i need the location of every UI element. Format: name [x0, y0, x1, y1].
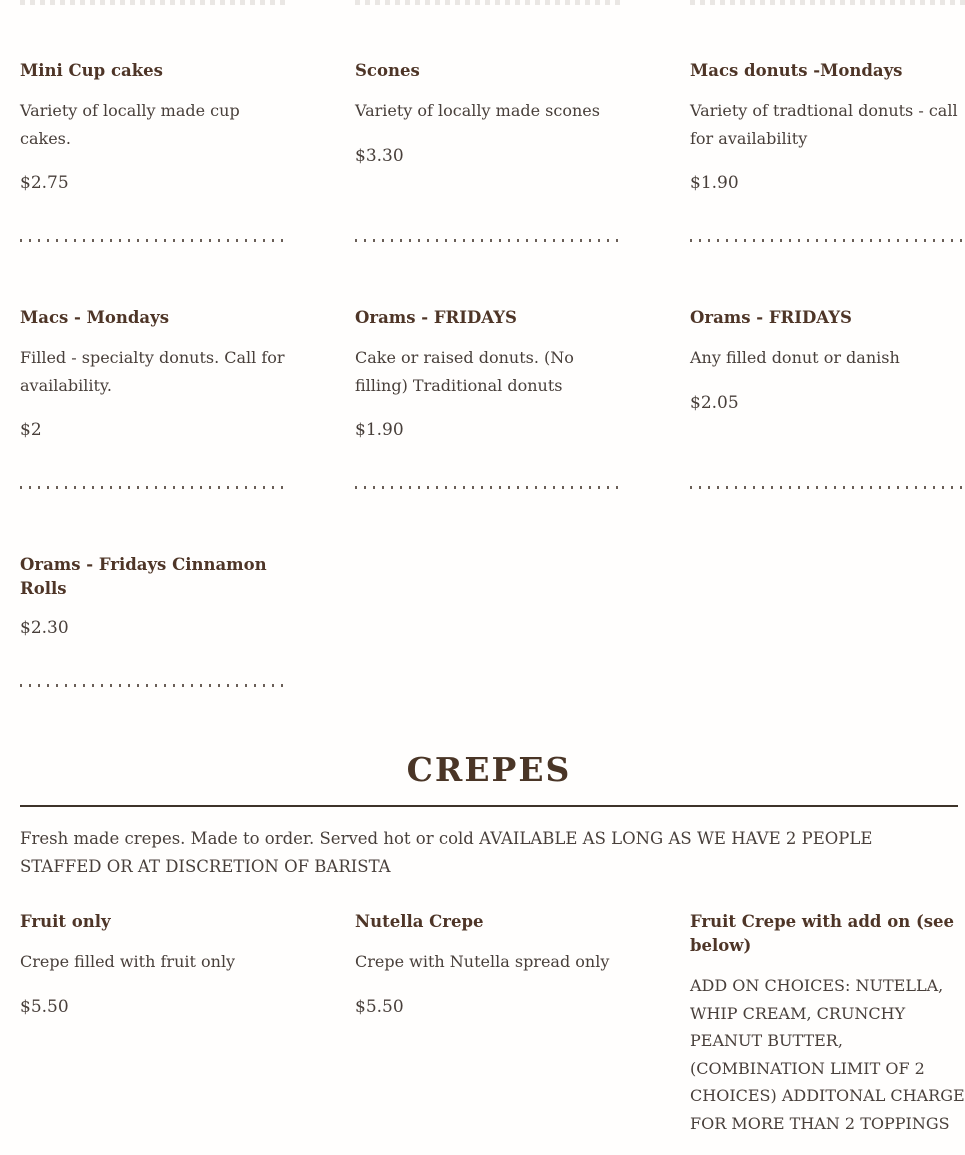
menu-item-price: $1.90 — [355, 420, 404, 440]
menu-item-price: $2.75 — [20, 173, 69, 193]
menu-item — [355, 59, 625, 242]
menu-item-title: Fruit only — [20, 912, 111, 931]
dotted-divider — [20, 0, 290, 5]
menu-item-title: Macs donuts -Mondays — [690, 61, 903, 80]
menu-item-price: $5.50 — [355, 996, 404, 1017]
menu-item-title: Mini Cup cakes — [20, 61, 163, 80]
menu-row — [20, 59, 965, 242]
dotted-divider — [355, 239, 625, 242]
menu-item-description: Variety of locally made cup cakes. — [20, 101, 240, 148]
menu-item-description: ADD ON CHOICES: NUTELLA, WHIP CREAM, CRUNCHY PEANUT BUTTER, (COMBINATION LIMIT OF 2 CHOICES) ADDITONAL CHARGE FOR MORE THAN 2 TOPPINGS — [690, 976, 965, 1133]
dotted-divider — [690, 486, 965, 489]
menu-item — [355, 910, 625, 1155]
crepes-section-header — [20, 747, 958, 793]
menu-item — [690, 910, 965, 1155]
menu-item-title: Macs - Mondays — [20, 308, 169, 327]
menu-item-title: Fruit Crepe with add on (see below) — [690, 912, 955, 955]
menu-item-description: Any filled donut or danish — [690, 348, 900, 367]
dotted-divider — [20, 486, 290, 489]
menu-item-description: Variety of tradtional donuts - call for availability — [690, 101, 958, 148]
menu-item-title: Orams - FRIDAYS — [690, 308, 852, 327]
menu-item — [20, 59, 290, 242]
menu-row — [20, 242, 965, 489]
menu-item — [690, 59, 965, 242]
menu-item — [355, 306, 625, 489]
menu-item-description: Filled - specialty donuts. Call for availability. — [20, 348, 285, 395]
menu-row — [20, 910, 965, 1155]
menu-item-description: Crepe with Nutella spread only — [355, 952, 610, 971]
menu-row — [20, 489, 965, 687]
menu-item-price: $1.90 — [690, 173, 739, 193]
menu-item-price: $3.30 — [355, 145, 404, 166]
menu-item — [20, 553, 290, 687]
menu-item-description: Variety of locally made scones — [355, 101, 600, 120]
menu-item — [690, 306, 965, 489]
menu-item-title: Nutella Crepe — [355, 912, 484, 931]
section-title: CREPES — [406, 750, 572, 789]
dotted-divider — [20, 684, 290, 687]
section-description: Fresh made crepes. Made to order. Served hot or cold AVAILABLE AS LONG AS WE HAVE 2 PEOPLE STAFFED OR AT DISCRETION OF BARISTA — [20, 829, 873, 876]
dotted-divider — [355, 486, 625, 489]
menu-item — [20, 910, 290, 1155]
dotted-divider — [355, 0, 625, 5]
menu-item-description: Cake or raised donuts. (No filling) Traditional donuts — [355, 348, 574, 395]
section-rule — [20, 805, 958, 807]
menu-item-price: $2.30 — [20, 618, 69, 638]
menu-item-price: $2 — [20, 420, 42, 440]
menu-item-title: Orams - FRIDAYS — [355, 308, 517, 327]
top-cropped-divider-row — [20, 0, 965, 5]
menu-item-description: Crepe filled with fruit only — [20, 952, 236, 971]
menu-item-price: $5.50 — [20, 996, 69, 1017]
menu-item-title: Scones — [355, 61, 420, 80]
menu-item-price: $2.05 — [690, 392, 739, 413]
dotted-divider — [20, 239, 290, 242]
menu-item — [20, 306, 290, 489]
dotted-divider — [690, 239, 965, 242]
menu-item-title: Orams - Fridays Cinnamon Rolls — [20, 555, 267, 598]
dotted-divider — [690, 0, 965, 5]
